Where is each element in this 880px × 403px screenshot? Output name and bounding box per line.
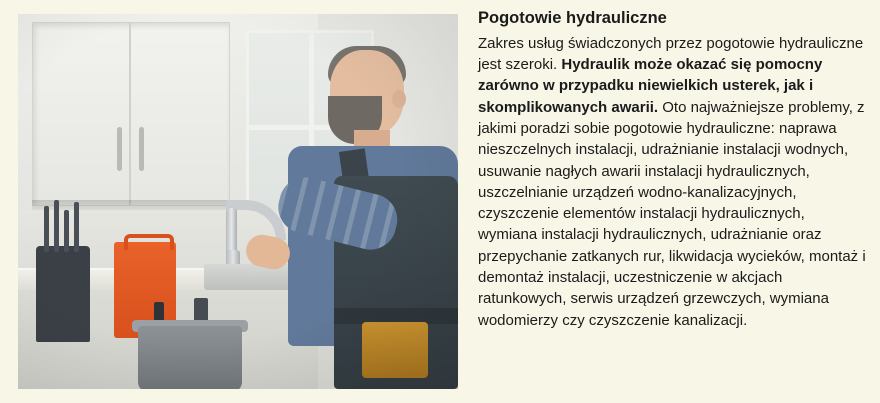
tool-belt-pouch <box>362 322 428 378</box>
knife-icon <box>74 202 79 252</box>
article-body: Zakres usług świadczonych przez pogotowie hydrauliczne jest szeroki. Hydraulik może okazać się pomocny zarówno w przypadku niewielkich usterek, jak i skomplikowanych awarii. Oto najważniejsze problemy, z jakimi poradzi sobie pogotowie hydrauliczne: naprawa nieszczelnych instalacji, udrażnianie instalacji wodnych, usuwanie nagłych awarii instalacji hydraulicznych, uszczelnianie urządzeń wodno-kanalizacyjnych, czyszczenie elementów instalacji hydraulicznych, wymiana instalacji hydraulicznych, udrażnianie oraz przepychanie zatkanych rur, likwidacja wycieków, montaż i demontaż instalacji, uczestniczenie w akcjach ratunkowych, serwis urządzeń grzewczych, wymiana wodomierzy czy czyszczenie kanalizacji. <box>478 34 866 329</box>
knife-icon <box>64 210 69 252</box>
article-photo <box>18 14 458 389</box>
article-text-column <box>478 8 866 331</box>
knife-icon <box>44 206 49 252</box>
toolbox-handle <box>124 234 174 250</box>
knife-block <box>36 246 90 342</box>
page-title: Pogotowie hydrauliczne <box>478 9 667 27</box>
kitchen-cabinet <box>32 22 230 206</box>
kitchen-scene-illustration <box>18 14 458 389</box>
cabinet-door-split <box>129 23 131 205</box>
plumber-figure <box>270 50 458 389</box>
knife-icon <box>54 200 59 252</box>
cabinet-handle-left <box>117 127 122 171</box>
cabinet-handle-right <box>139 127 144 171</box>
faucet-neck <box>226 208 237 256</box>
tool-bucket <box>138 326 242 389</box>
ear <box>392 90 406 108</box>
